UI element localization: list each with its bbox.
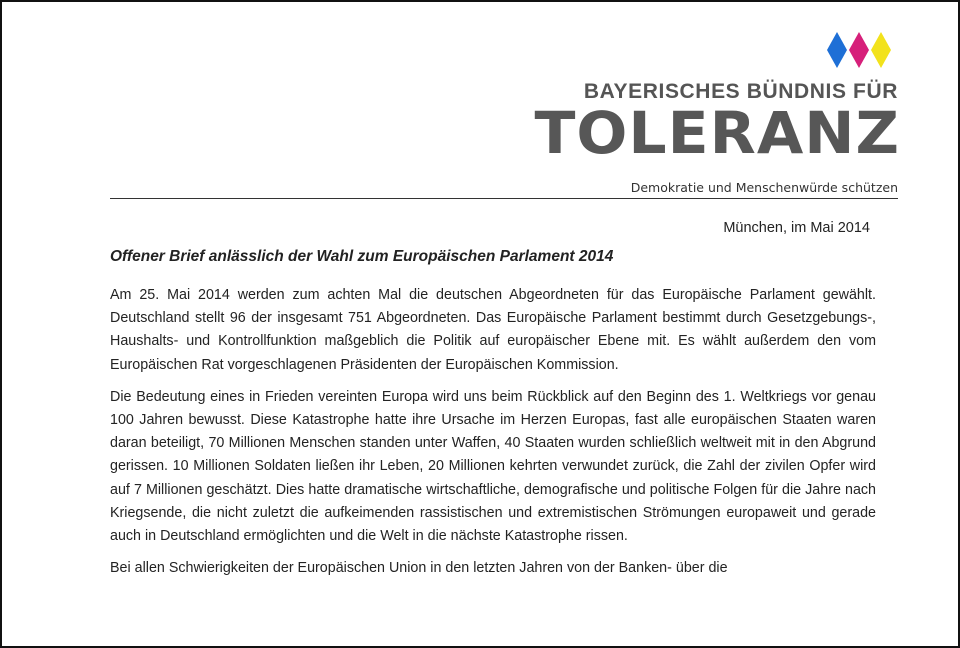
- body-paragraph: Bei allen Schwierigkeiten der Europäischen Union in den letzten Jahren von der Banken- über die: [110, 560, 728, 577]
- letter-body: [110, 284, 876, 589]
- body-paragraph: Am 25. Mai 2014 werden zum achten Mal die deutschen Abgeordneten für das Europäische Parlament gewählt. Deutschland stellt 96 der insgesamt 751 Abgeordneten. Das Europäische Parlament bestimmt durch Gesetzgebungs-, Haushalts- und Kontrollfunktion maßgeblich die Politik auf europäischer Ebene mit. Es wählt außerdem den vom Europäischen Rat vorgeschlagenen Präsidenten der Europäischen Kommission.: [110, 287, 876, 373]
- letter-subject: Offener Brief anlässlich der Wahl zum Europäischen Parlament 2014: [110, 248, 614, 265]
- letter-date: München, im Mai 2014: [723, 220, 870, 236]
- organization-name-line1: BAYERISCHES BÜNDNIS FÜR: [583, 80, 898, 103]
- letterhead-divider: [110, 198, 898, 199]
- organization-name-line2: TOLERANZ: [534, 100, 900, 168]
- diamond-logo-icon: [826, 30, 896, 70]
- body-paragraph: Die Bedeutung eines in Frieden vereinten Europa wird uns beim Rückblick auf den Beginn des 1. Weltkriegs vor genau 100 Jahren bewusst. Diese Katastrophe hatte ihre Ursache im Herzen Europas, fast alle europäischen Staaten waren daran beteiligt, 70 Millionen Menschen standen unter Waffen, 40 Staaten wurden schließlich weltweit mit in den Abgrund gerissen. 10 Millionen Soldaten ließen ihr Leben, 20 Millionen kehrten verwundet zurück, die Zahl der zivilen Opfer wird auf 7 Millionen geschätzt. Dies hatte dramatische wirtschaftliche, demografische und politische Folgen für die Jahre nach Kriegsende, die nicht zuletzt die aufkeimenden rassistischen und extremistischen Strömungen europaweit und gerade auch in Deutschland ermöglichten und die Welt in die nächste Katastrophe rissen.: [110, 388, 876, 545]
- organization-tagline: Demokratie und Menschenwürde schützen: [630, 180, 898, 195]
